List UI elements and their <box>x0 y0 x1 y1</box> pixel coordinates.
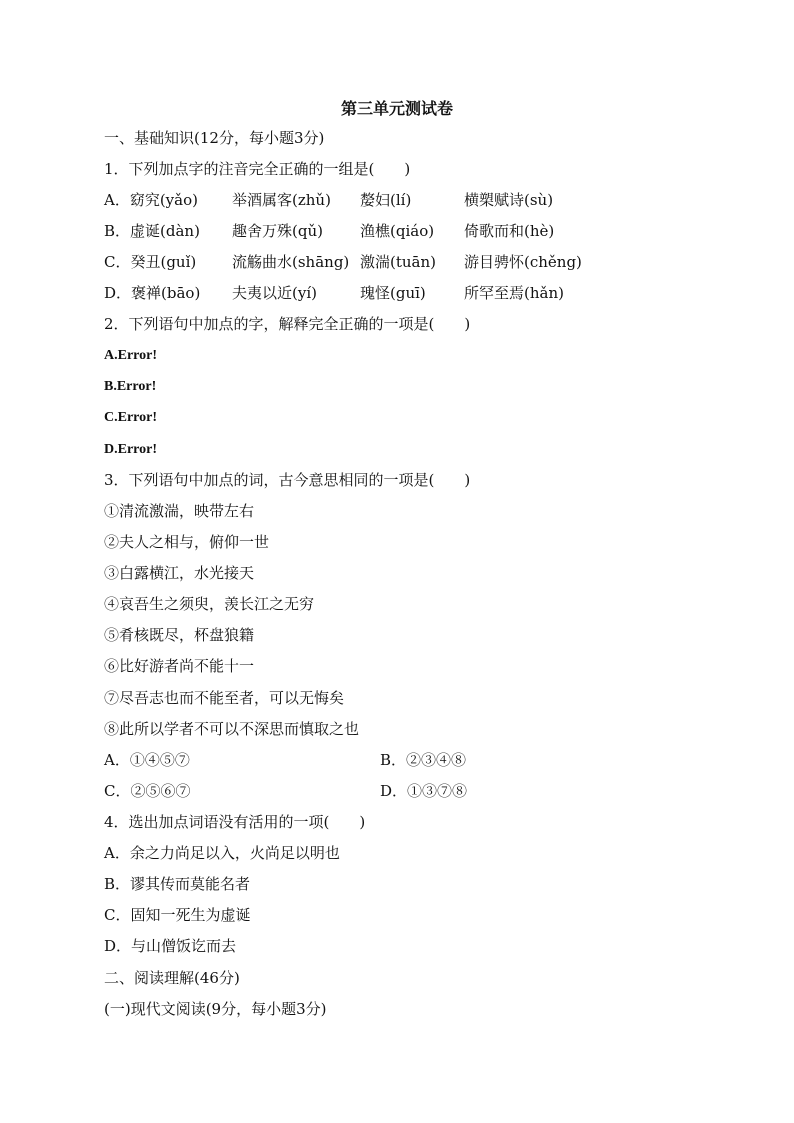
question-4-stem: 4．选出加点词语没有活用的一项( ) <box>104 813 366 831</box>
q2-c-label: C. <box>104 410 118 425</box>
q4-option-b: B．谬其传而莫能名者 <box>104 875 251 893</box>
q2-c-text: Error! <box>117 410 158 425</box>
section-heading-reading: 二、阅读理解(46分) <box>104 969 240 987</box>
subsection-heading-modern-text: (一)现代文阅读(9分，每小题3分) <box>104 1000 327 1018</box>
q1-a-item-2: 举酒属客(zhǔ) <box>232 191 331 209</box>
q1-row-c <box>104 252 704 272</box>
q3-item-3: ③白露横江，水光接天 <box>104 564 255 582</box>
q4-option-d: D．与山僧饭讫而去 <box>104 937 237 955</box>
page-title: 第三单元测试卷 <box>340 99 453 118</box>
q3-item-5: ⑤肴核既尽，杯盘狼籍 <box>104 626 255 644</box>
q1-c-item-2: 流觞曲水(shāng) <box>232 253 350 271</box>
q1-a-item-4: 横槊赋诗(sù) <box>464 191 554 209</box>
q2-option-d <box>104 440 157 460</box>
q4-option-c: C．固知一死生为虚诞 <box>104 906 251 924</box>
q1-d-item-2: 夫夷以近(yí) <box>232 284 317 302</box>
q3-item-7: ⑦尽吾志也而不能至者，可以无悔矣 <box>104 689 345 707</box>
q2-a-label: A. <box>104 348 118 363</box>
q1-b-item-4: 倚歌而和(hè) <box>464 222 555 240</box>
q3-option-a: A．①④⑤⑦ <box>104 751 190 769</box>
q1-d-item-4: 所罕至焉(hǎn) <box>464 284 564 302</box>
q2-option-b <box>104 377 156 397</box>
q2-d-text: Error! <box>117 442 158 457</box>
q3-item-1: ①清流激湍，映带左右 <box>104 502 255 520</box>
q1-c-item-1: C．癸丑(guǐ) <box>104 253 197 271</box>
q3-item-6: ⑥比好游者尚不能十一 <box>104 657 255 675</box>
q2-d-label: D. <box>104 442 118 457</box>
q3-item-4: ④哀吾生之须臾，羡长江之无穷 <box>104 595 315 613</box>
q1-c-item-3: 激湍(tuān) <box>360 253 436 271</box>
question-1-stem: 1．下列加点字的注音完全正确的一组是( ) <box>104 160 411 178</box>
q1-row-a <box>104 190 704 210</box>
section-heading-basic: 一、基础知识(12分，每小题3分) <box>104 129 325 147</box>
q1-c-item-4: 游目骋怀(chěng) <box>464 253 582 271</box>
q1-b-item-3: 渔樵(qiáo) <box>360 222 435 240</box>
q1-row-d <box>104 283 704 303</box>
q1-a-item-3: 嫠妇(lí) <box>360 191 412 209</box>
q1-d-item-1: D．褒禅(bāo) <box>104 284 201 302</box>
q1-b-item-2: 趣舍万殊(qǔ) <box>232 222 323 240</box>
question-3-stem: 3．下列语句中加点的词，古今意思相同的一项是( ) <box>104 471 471 489</box>
q3-option-d: D．①③⑦⑧ <box>380 782 468 800</box>
q1-d-item-3: 瑰怪(guī) <box>360 284 426 302</box>
q3-option-b: B．②③④⑧ <box>380 751 467 769</box>
q3-option-c: C．②⑤⑥⑦ <box>104 782 191 800</box>
q2-b-label: B. <box>104 379 117 394</box>
q1-a-item-1: A．窈究(yǎo) <box>104 191 198 209</box>
q2-option-a <box>104 346 157 366</box>
q3-options-row-2 <box>104 781 704 801</box>
q1-row-b <box>104 221 704 241</box>
q2-b-text: Error! <box>116 379 157 394</box>
q1-b-item-1: B．虚诞(dàn) <box>104 222 200 240</box>
q2-option-c <box>104 408 157 428</box>
q3-item-8: ⑧此所以学者不可以不深思而慎取之也 <box>104 720 360 738</box>
q2-a-text: Error! <box>117 348 158 363</box>
question-2-stem: 2．下列语句中加点的字，解释完全正确的一项是( ) <box>104 315 471 333</box>
q3-item-2: ②夫人之相与，俯仰一世 <box>104 533 270 551</box>
q3-options-row-1 <box>104 750 704 770</box>
q4-option-a: A．余之力尚足以入，火尚足以明也 <box>104 844 340 862</box>
